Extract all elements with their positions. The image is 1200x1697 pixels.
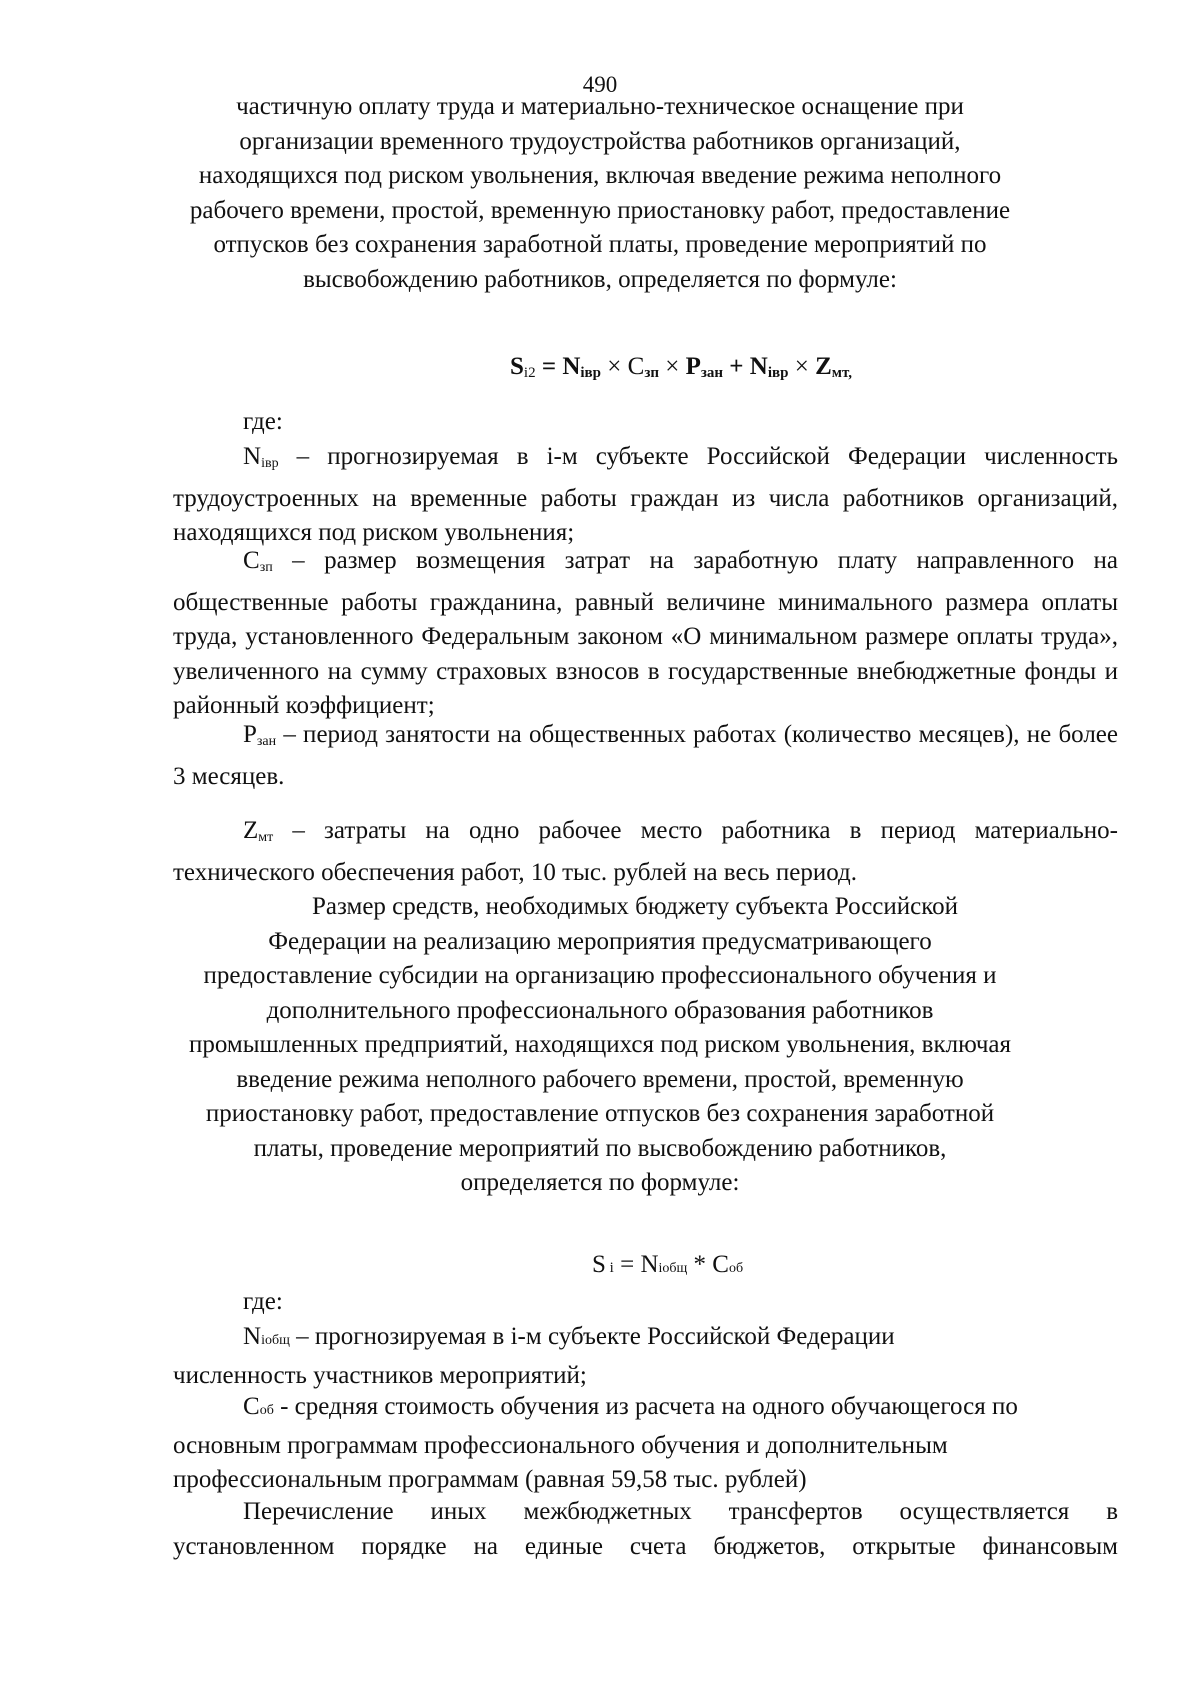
formula-1-subscript: зан (700, 365, 724, 381)
definition-symbol: Z (243, 817, 259, 844)
formula-1-symbol: N (562, 353, 581, 380)
definition-text-line: профессиональным программам (равная 59,58 тыс. рублей) (173, 1466, 807, 1493)
definition-text-line: основным программам профессионального обучения и дополнительным (173, 1431, 948, 1459)
formula-1-subscript: мт, (831, 365, 852, 381)
section-2-line: Размер средств, необходимых бюджету субъекта Российской (311, 893, 959, 920)
formula-2-symbol: S (592, 1251, 606, 1278)
intro-line: рабочего времени, простой, временную приостановку работ, предоставление (189, 196, 1011, 224)
section-2-line: приостановку работ, предоставление отпусков без сохранения заработной (205, 1100, 995, 1127)
formula-2-subscript: i (605, 1260, 614, 1276)
definition-subscript: iобщ (261, 1333, 290, 1348)
formula-1-symbol: N (749, 353, 768, 380)
section-2-line: введение режима неполного рабочего времени, простой, временную (236, 1065, 964, 1093)
formula-1 (510, 350, 852, 390)
formula-2-operator: * (687, 1251, 713, 1278)
definition-c-ob (173, 1390, 1118, 1498)
formula-1-operator: = (535, 353, 563, 380)
definition-subscript: iвр (261, 456, 279, 471)
formula-2 (592, 1248, 743, 1286)
formula-2-subscript: об (728, 1261, 744, 1276)
formula-1-subscript: зп (644, 365, 659, 381)
definition-text: – период занятости на общественных работах (количество месяцев), не более 3 месяцев. (173, 721, 1118, 790)
formula-1-symbol: S (510, 353, 524, 380)
formula-1-operator: + (723, 353, 750, 380)
intro-line: находящихся под риском увольнения, включая введение режима неполного (198, 162, 1002, 189)
formula-1-symbol: C (627, 353, 645, 380)
definition-symbol: N (243, 1323, 262, 1350)
formula-1-operator: × (601, 353, 628, 380)
section-2-line: предоставление субсидии на организацию профессионального обучения и (203, 962, 997, 989)
definition-symbol: P (243, 721, 257, 748)
formula-2-symbol: C (712, 1251, 729, 1278)
definition-text: – затраты на одно рабочее место работника в период материально-технического обеспечения работ, 10 тыс. рублей на весь период. (173, 817, 1118, 886)
definition-text: – прогнозируемая в i-м субъекте Российской Федерации численность трудоустроенных на временные работы граждан из числа работников организаций, находящихся под риском увольнения; (173, 443, 1118, 546)
definition-text: – прогнозируемая в i-м субъекте Российской Федерации (289, 1323, 895, 1350)
section-2-line: дополнительного профессионального образования работников (266, 996, 934, 1024)
page-number: 490 (582, 72, 618, 97)
section-2-line: платы, проведение мероприятий по высвобождению работников, (253, 1134, 947, 1162)
where-label-1: где: (243, 408, 283, 435)
intro-line: отпусков без сохранения заработной платы, проведение мероприятий по (213, 231, 987, 258)
formula-2-symbol: N (640, 1251, 659, 1278)
intro-line: высвобождению работников, определяется по формуле: (303, 265, 897, 293)
final-paragraph: Перечисление иных межбюджетных трансфертов осуществляется в установленном порядке на единые счета бюджетов, открытые финансовым (173, 1498, 1118, 1560)
formula-1-subscript: i2 (523, 365, 536, 381)
intro-line: частичную оплату труда и материально-техническое оснащение при (236, 93, 964, 120)
section-2-paragraph (150, 890, 1050, 1201)
intro-line: организации временного трудоустройства работников организаций, (239, 127, 961, 155)
definition-text: - средняя стоимость обучения из расчета на одного обучающегося по (273, 1393, 1018, 1420)
section-2-line: определяется по формуле: (460, 1169, 740, 1196)
definition-subscript: зп (259, 560, 273, 575)
definition-symbol: C (243, 1393, 260, 1420)
formula-1-subscript: iвр (767, 365, 789, 381)
intro-paragraph (150, 90, 1050, 297)
formula-1-operator: × (658, 353, 686, 380)
formula-1-symbol: P (685, 353, 701, 380)
definition-symbol: C (243, 547, 260, 574)
definition-subscript: зан (256, 734, 277, 749)
where-label-2: где: (243, 1288, 283, 1315)
definition-c-zp (173, 544, 1118, 724)
definition-subscript: об (259, 1403, 274, 1418)
definition-n-iobsh (173, 1320, 1118, 1393)
definition-n-ivr (173, 440, 1118, 551)
definition-text-line: численность участников мероприятий; (173, 1361, 587, 1389)
section-2-line: промышленных предприятий, находящихся под риском увольнения, включая (188, 1031, 1012, 1058)
formula-2-operator: = (613, 1251, 641, 1278)
formula-1-operator: × (788, 353, 816, 380)
section-2-line: Федерации на реализацию мероприятия предусматривающего (268, 927, 932, 955)
definition-text: – размер возмещения затрат на заработную плату направленного на общественные работы гражданина, равный величине минимального размера оплаты труда, установленного Федеральным законом «О минимальном размере оплаты труда», увеличенного на сумму страховых взносов в государственные внебюджетные фонды и районный коэффициент; (173, 547, 1118, 719)
definition-subscript: мт (258, 830, 274, 845)
definition-p-zan (173, 718, 1118, 794)
definition-z-mt (173, 814, 1118, 890)
formula-2-subscript: iобщ (658, 1261, 688, 1276)
formula-1-symbol: Z (815, 353, 832, 380)
definition-symbol: N (243, 443, 262, 470)
formula-1-subscript: iвр (580, 365, 602, 381)
